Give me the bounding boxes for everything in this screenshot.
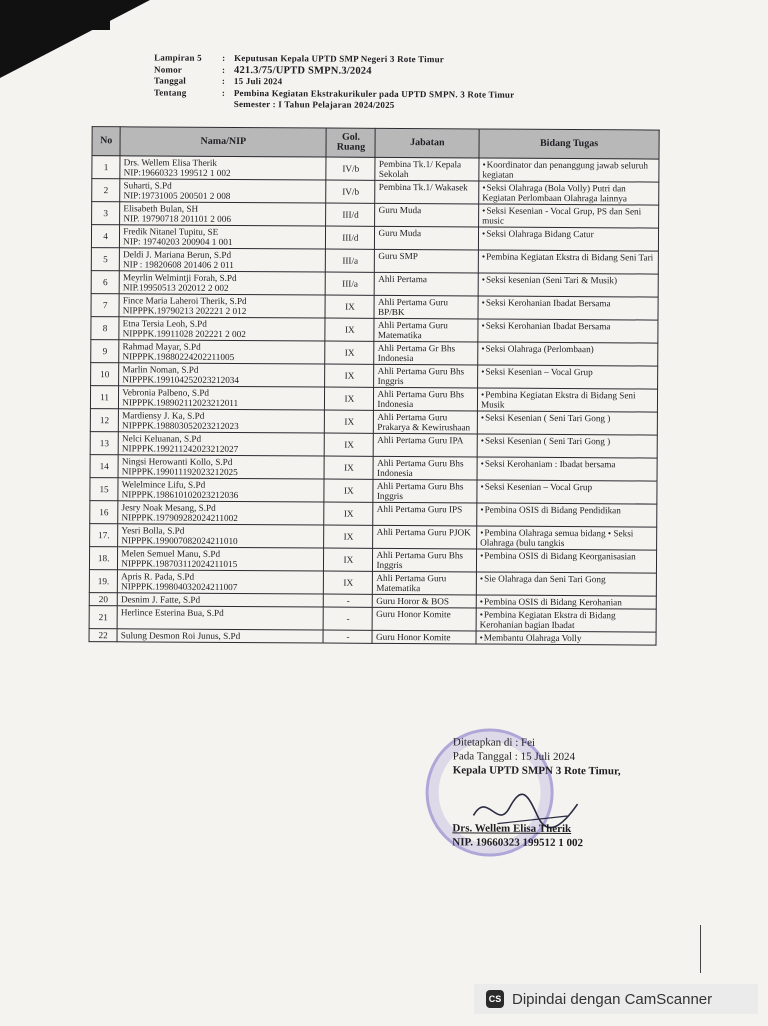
gol-cell: [325, 295, 374, 318]
jabatan-cell: [374, 433, 478, 457]
bidang-cell: [477, 526, 657, 550]
gol-text: -: [346, 595, 350, 606]
person-nip: NIPPPK.19911028 202221 2 002: [122, 328, 246, 340]
tanggal-line: Pada Tanggal : 15 Juli 2024: [452, 750, 576, 764]
gol-text: -: [346, 631, 350, 642]
jabatan-cell: [374, 341, 478, 365]
row-number: [90, 386, 118, 409]
jabatan-text: Ahli Pertama Gr Bhs Indonesia: [377, 342, 456, 364]
name-cell: [120, 202, 326, 226]
tentang-value: Pembina Kegiatan Ekstrakurikuler pada UPTD SMPN. 3 Rote Timur: [233, 87, 515, 100]
bidang-text: • Pembina Kegiatan Ekstra di Bidang Seni Musik: [481, 389, 636, 409]
jabatan-text: Guru Horor & BOS: [376, 595, 450, 607]
bidang-cell: [477, 457, 657, 481]
gol-text: IX: [343, 485, 354, 496]
bidang-cell: [477, 503, 657, 527]
bidang-text: • Seksi Kesenian ( Seni Tari Gong ): [481, 435, 611, 446]
person-nip: NIPPPK.199011192023212025: [121, 466, 238, 478]
person-nip: NIP.19950513 202012 2 002: [122, 282, 229, 293]
gol-text: IX: [343, 577, 354, 588]
row-number: [89, 629, 117, 642]
gol-cell: [326, 180, 375, 203]
row-number: [92, 156, 120, 179]
name-cell: [120, 248, 326, 272]
person-nip: NIPPPK.198610102023212036: [121, 489, 239, 501]
jabatan-text: Ahli Pertama Guru PJOK: [376, 526, 471, 538]
gol-cell: [323, 607, 372, 630]
gol-text: IX: [344, 370, 355, 381]
person-name: Yesri Bolla, S.Pd: [121, 525, 185, 536]
row-number: [90, 524, 118, 547]
bidang-text: • Seksi kesenian (Seni Tari & Musik): [482, 274, 617, 285]
person-nip: NIPPPK.19880224202211005: [122, 351, 235, 362]
bidang-cell: [478, 296, 658, 320]
bidang-cell: [476, 631, 656, 645]
jabatan-text: Ahli Pertama Guru Bhs Inggris: [377, 365, 465, 387]
table-row: [89, 606, 656, 632]
col-header-jabatan: Jabatan: [375, 128, 479, 158]
gol-cell: [324, 479, 373, 502]
row-no-text: 2: [103, 185, 109, 196]
name-cell: [117, 593, 323, 607]
lampiran-label: Lampiran 5: [154, 52, 202, 63]
bidang-text: • Seksi Kerohanian Ibadat Bersama: [481, 320, 610, 331]
gol-cell: [325, 341, 374, 364]
jabatan-cell: [374, 295, 478, 319]
row-number: [91, 225, 119, 248]
row-number: [89, 593, 117, 606]
row-no-text: 8: [102, 323, 108, 334]
jabatan-cell: [375, 203, 479, 227]
col-header-gol: Gol. Ruang: [326, 128, 375, 157]
semester-value: Semester : I Tahun Pelajaran 2024/2025: [233, 98, 395, 110]
bidang-cell: [477, 388, 657, 412]
jabatan-text: Guru Honor Komite: [376, 608, 451, 620]
bidang-text: • Sie Olahraga dan Seni Tari Gong: [480, 573, 606, 584]
gol-text: III/d: [342, 209, 359, 220]
name-cell: [119, 271, 325, 295]
document-header: Lampiran 5 : Keputusan Kepala UPTD SMP Negeri 3 Rote Timur Nomor : 421.3/75/UPTD SMPN.3/2024 Tanggal : 15 Juli 2024 Tentang : Pembina Kegiatan Ekstrakurikuler pada UPTD SMPN. 3 Rote Timur Semester : I Tahun Pelajaran 2024/2025: [153, 52, 515, 110]
jabatan-cell: [373, 502, 477, 526]
gol-cell: [325, 318, 374, 341]
jabatan-cell: [373, 548, 477, 572]
bidang-text: • Pembina OSIS di Bidang Keorganisasian: [480, 550, 636, 561]
bidang-text: • Seksi Kesenian – Vocal Grup: [480, 481, 592, 492]
table-row: [91, 317, 658, 343]
bidang-cell: [478, 273, 658, 297]
jabatan-text: Ahli Pertama Guru Bhs Inggris: [376, 480, 464, 502]
name-cell: [118, 570, 324, 594]
name-cell: [119, 294, 325, 318]
row-no-text: 18.: [97, 553, 110, 564]
bidang-cell: [477, 434, 657, 458]
row-number: [92, 179, 120, 202]
jabatan-text: Ahli Pertama Guru BP/BK: [377, 296, 449, 318]
camscanner-watermark: [474, 984, 758, 1014]
table-row: [90, 409, 657, 435]
bidang-cell: [479, 204, 659, 228]
person-name: Nelci Keluanan, S.Pd: [121, 433, 202, 444]
bidang-cell: [476, 608, 656, 632]
bidang-cell: [476, 572, 656, 596]
row-no-text: 22: [98, 630, 108, 641]
row-number: [90, 455, 118, 478]
row-no-text: 1: [103, 162, 109, 173]
bidang-text: • Seksi Kesenian – Vocal Grup: [481, 366, 593, 377]
row-no-text: 9: [102, 346, 108, 357]
row-no-text: 15: [99, 484, 109, 495]
gol-text: III/d: [342, 232, 359, 243]
gol-cell: [326, 203, 375, 226]
bidang-cell: [478, 342, 658, 366]
table-row: [91, 225, 658, 251]
bidang-cell: [476, 549, 656, 573]
bidang-text: • Seksi Olahraga Bidang Catur: [482, 228, 594, 239]
person-nip: NIPPPK.199104252023212034: [122, 374, 240, 386]
bidang-cell: [478, 365, 658, 389]
jabatan-cell: [374, 387, 478, 411]
person-nip: NIPPPK.198803052023212023: [122, 420, 239, 432]
tanggal-value: 15 Juli 2024: [233, 75, 283, 87]
jabatan-text: Guru SMP: [378, 250, 418, 262]
jabatan-cell: [375, 249, 479, 273]
bidang-text: • Membantu Olahraga Volly: [480, 632, 582, 643]
person-name: Mardiensy J. Ka, S.Pd: [122, 410, 205, 421]
table-row: [90, 386, 657, 412]
bidang-text: • Seksi Kerohaniam : Ibadat bersama: [481, 458, 616, 469]
person-nip: NIPPPK.19790213 202221 2 012: [122, 305, 247, 317]
row-no-text: 6: [102, 277, 108, 288]
bidang-cell: [478, 227, 658, 251]
table-row: [90, 478, 657, 504]
gol-text: IX: [345, 301, 355, 312]
signature-block: [452, 735, 621, 850]
camscanner-icon: CS: [486, 990, 504, 1008]
jabatan-text: Ahli Pertama Guru Bhs Indonesia: [377, 388, 465, 410]
row-no-text: 10: [100, 369, 110, 380]
col-header-bidang: Bidang Tugas: [479, 129, 659, 159]
jabatan-text: Guru Honor Komite: [375, 631, 451, 643]
jabatan-cell: [373, 607, 477, 631]
jabatan-cell: [374, 410, 478, 434]
person-name: Rahmad Mayar, S.Pd: [122, 341, 201, 352]
table-row: [90, 432, 657, 458]
row-number: [89, 570, 117, 593]
bidang-cell: [478, 319, 658, 343]
table-row: [89, 629, 656, 645]
table-row: [91, 271, 658, 297]
kepala-line: Kepala UPTD SMPN 3 Rote Timur,: [452, 764, 621, 778]
row-number: [91, 363, 119, 386]
jabatan-text: Ahli Pertama Guru Matematika: [377, 319, 448, 341]
gol-cell: [325, 387, 374, 410]
jabatan-cell: [375, 226, 479, 250]
gol-text: IX: [344, 439, 354, 450]
person-name: Elisabeth Bulan, SH: [123, 203, 199, 214]
jabatan-cell: [375, 157, 479, 181]
tanggal-label: Tanggal: [153, 75, 187, 86]
jabatan-cell: [372, 630, 476, 644]
row-no-text: 16: [99, 507, 109, 518]
person-nip: NIPPPK.198902112023212011: [122, 397, 239, 409]
jabatan-cell: [375, 180, 479, 204]
bidang-text: • Seksi Olahraga (Perlombaan): [481, 343, 593, 354]
name-cell: [119, 340, 325, 364]
camscanner-text: Dipindai dengan CamScanner: [512, 990, 713, 1008]
nomor-value: 421.3/75/UPTD SMPN.3/2024: [233, 64, 372, 77]
row-number: [91, 248, 119, 271]
jabatan-cell: [374, 318, 478, 342]
name-cell: [120, 225, 326, 249]
person-nip: NIPPPK.198703112024211015: [121, 558, 238, 570]
gol-cell: [325, 272, 374, 295]
bidang-text: • Pembina Kegiatan Ekstra di Bidang Seni Tari: [482, 251, 653, 262]
row-number: [91, 340, 119, 363]
name-cell: [120, 179, 326, 203]
person-name: Marlin Noman, S.Pd: [122, 364, 199, 375]
person-name: Meyrlin Welmintji Forah, S.Pd: [122, 272, 237, 283]
person-name: Ningsi Herowanti Kollo, S.Pd: [121, 456, 233, 467]
bidang-text: • Pembina Olahraga semua bidang • Seksi Olahraga (bulu tangkis: [480, 527, 633, 548]
person-name: Jesry Noak Mesang, S.Pd: [121, 502, 216, 513]
name-cell: [120, 156, 326, 180]
name-cell: [117, 629, 323, 643]
gol-text: III/a: [342, 278, 359, 289]
gol-text: IX: [344, 347, 355, 358]
person-name: Deldi J. Mariana Berun, S.Pd: [123, 249, 232, 260]
jabatan-text: Ahli Pertama Guru Bhs Indonesia: [376, 457, 464, 479]
bidang-text: • Seksi Kesenian ( Seni Tari Gong ): [481, 412, 611, 423]
gol-cell: [326, 157, 375, 180]
bidang-cell: [479, 181, 659, 205]
gol-cell: [324, 525, 373, 548]
person-name: Fince Maria Laheroi Therik, S.Pd: [122, 295, 247, 307]
pembina-table: [89, 126, 660, 645]
name-cell: [118, 547, 324, 571]
row-number: [91, 271, 119, 294]
gol-text: IX: [343, 554, 354, 565]
table-row: [90, 455, 657, 481]
row-no-text: 17.: [98, 530, 110, 541]
jabatan-text: Pembina Tk.1/ Kepala Sekolah: [378, 158, 462, 180]
signer-name: Drs. Wellem Elisa Therik: [452, 822, 572, 836]
jabatan-cell: [373, 594, 477, 608]
row-number: [89, 606, 117, 629]
nomor-label: Nomor: [153, 63, 183, 75]
person-nip: NIP:19660323 199512 1 002: [123, 167, 231, 178]
jabatan-cell: [373, 571, 477, 595]
gol-cell: [323, 630, 372, 643]
jabatan-cell: [373, 525, 477, 549]
jabatan-cell: [373, 456, 477, 480]
gol-text: IX: [344, 462, 354, 473]
bidang-text: • Pembina OSIS di Bidang Pendidikan: [480, 504, 621, 515]
person-nip: NIPPPK.197909282024211002: [121, 512, 238, 524]
gol-text: IX: [343, 531, 354, 542]
table-row: [91, 294, 658, 320]
name-cell: [119, 317, 325, 341]
bidang-cell: [477, 480, 657, 504]
bidang-text: • Seksi Kerohanian Ibadat Bersama: [482, 297, 611, 308]
gol-text: IX: [344, 324, 355, 335]
jabatan-cell: [374, 364, 478, 388]
signer-nip: NIP. 19660323 199512 1 002: [452, 836, 584, 850]
gol-text: IX: [344, 416, 355, 427]
jabatan-text: Ahli Pertama Guru Matematika: [376, 572, 447, 594]
name-cell: [119, 363, 325, 387]
gol-text: IV/b: [342, 163, 360, 174]
name-cell: [117, 606, 323, 630]
row-number: [90, 432, 118, 455]
person-name: Melen Semuel Manu, S.Pd: [121, 548, 221, 559]
table-row: [91, 248, 658, 274]
row-no-text: 7: [102, 300, 108, 311]
person-nip: NIP. 19790718 201101 2 006: [123, 213, 231, 224]
tentang-label: Tentang: [153, 86, 187, 98]
lampiran-value: Keputusan Kepala UPTD SMP Negeri 3 Rote Timur: [234, 52, 445, 65]
table-row: [90, 501, 657, 527]
table-row: [90, 524, 657, 550]
jabatan-text: Ahli Pertama Guru Prakarya & Kewirushaan: [377, 411, 471, 433]
bidang-text: • Pembina OSIS di Bidang Kerohanian: [480, 596, 622, 607]
row-no-text: 13: [99, 438, 109, 449]
jabatan-text: Guru Muda: [378, 204, 422, 216]
person-name: Suharti, S.Pd: [123, 180, 172, 191]
person-name: Etna Tersia Leoh, S.Pd: [122, 318, 207, 329]
row-no-text: 5: [103, 254, 108, 265]
person-nip: NIP:19731005 200501 2 008: [123, 190, 231, 201]
bidang-text: • Koordinator dan penanggung jawab seluruh kegiatan: [482, 159, 648, 179]
gol-cell: [324, 433, 373, 456]
jabatan-text: Ahli Pertama Guru IPA: [377, 434, 464, 446]
table-row: [89, 547, 656, 573]
person-name: Vebronia Palbeno, S.Pd: [122, 387, 210, 398]
gol-cell: [326, 249, 375, 272]
row-no-text: 12: [99, 415, 110, 426]
jabatan-text: Ahli Pertama: [378, 273, 427, 285]
col-header-no: No: [92, 127, 120, 156]
name-cell: [118, 501, 324, 525]
table-row: [89, 570, 656, 596]
gol-text: III/a: [342, 255, 359, 266]
gol-text: -: [346, 613, 350, 624]
bidang-text: • Seksi Kesenian - Vocal Grup, PS dan Seni music: [482, 205, 641, 225]
bidang-cell: [476, 595, 656, 609]
gol-text: IX: [344, 393, 355, 404]
jabatan-cell: [375, 272, 479, 296]
name-cell: [119, 386, 325, 410]
jabatan-text: Ahli Pertama Guru IPS: [376, 503, 463, 515]
person-name: Fredik Nitanel Tupitu, SE: [123, 226, 219, 237]
gol-cell: [324, 594, 373, 607]
row-number: [90, 501, 118, 524]
gol-cell: [325, 364, 374, 387]
table-row: [92, 202, 659, 228]
table-header-row: [92, 127, 659, 159]
jabatan-cell: [373, 479, 477, 503]
row-no-text: 21: [98, 612, 108, 623]
row-number: [89, 547, 117, 570]
name-cell: [118, 478, 324, 502]
person-name: Desnim J. Fatte, S.Pd: [120, 594, 201, 605]
jabatan-text: Pembina Tk.1/ Wakasek: [378, 181, 468, 193]
bidang-cell: [479, 158, 659, 182]
person-nip: NIPPPK.199804032024211007: [121, 581, 238, 593]
row-number: [92, 202, 120, 225]
bidang-text: • Pembina Kegiatan Ekstra di Bidang Kerohanian bagian Ibadat: [480, 609, 616, 630]
row-no-text: 11: [100, 392, 110, 403]
row-no-text: 20: [98, 594, 109, 605]
bidang-cell: [477, 411, 657, 435]
row-number: [91, 294, 119, 317]
jabatan-text: Guru Muda: [378, 227, 422, 239]
person-name: Drs. Wellem Elisa Therik: [123, 157, 218, 168]
table-row: [91, 340, 658, 366]
person-name: Sulung Desmon Roi Junus, S.Pd: [120, 630, 241, 642]
name-cell: [118, 524, 324, 548]
row-number: [90, 478, 118, 501]
gol-cell: [324, 502, 373, 525]
col-header-nama: Nama/NIP: [120, 127, 326, 157]
row-no-text: 19.: [97, 576, 110, 587]
jabatan-text: Ahli Pertama Guru Bhs Inggris: [376, 549, 464, 571]
scan-edge-line: [700, 925, 701, 973]
gol-text: IV/b: [342, 186, 360, 197]
gol-cell: [324, 571, 373, 594]
bidang-cell: [478, 250, 658, 274]
gol-text: IX: [343, 508, 354, 519]
name-cell: [119, 409, 325, 433]
name-cell: [118, 432, 324, 456]
name-cell: [118, 455, 324, 479]
person-name: Apris R. Pada, S.Pd: [121, 571, 195, 582]
row-no-text: 4: [103, 231, 108, 242]
row-no-text: 14: [99, 461, 109, 472]
gol-cell: [326, 226, 375, 249]
person-nip: NIPPPK.199007082024211010: [121, 535, 238, 547]
row-no-text: 3: [103, 208, 109, 219]
person-nip: NIPPPK.199211242023212027: [121, 443, 239, 455]
bidang-text: • Seksi Olahraga (Bola Volly) Putri dan Kegiatan Perlombaan Olahraga lainnya: [482, 182, 627, 203]
gol-cell: [325, 410, 374, 433]
ditetapkan-line: Ditetapkan di : Fei: [452, 736, 536, 749]
person-name: Welelmince Lifu, S.Pd: [121, 479, 206, 490]
row-number: [91, 317, 119, 340]
table-row: [92, 156, 659, 182]
person-nip: NIP : 19820608 201406 2 011: [123, 259, 234, 270]
table-row: [91, 363, 658, 389]
row-number: [90, 409, 118, 432]
gol-cell: [324, 548, 373, 571]
person-name: Herlince Esterina Bua, S.Pd: [120, 607, 224, 618]
table-row: [92, 179, 659, 205]
gol-cell: [324, 456, 373, 479]
person-nip: NIP: 19740203 200904 1 001: [123, 236, 233, 247]
